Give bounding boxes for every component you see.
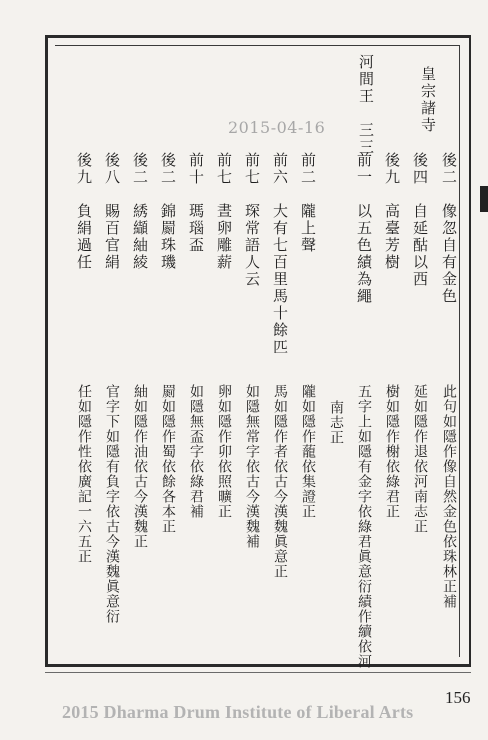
note-column: 罽如隱作蜀依餘各本正	[160, 384, 176, 534]
entry-column: 前七 琛常語人云	[243, 152, 261, 288]
entry-column: 前七 晝卵雕薪	[215, 152, 233, 271]
note-column: 延如隱作退依河南志正	[412, 384, 428, 534]
entry-column: 皇宗諸寺	[419, 66, 437, 134]
edge-marker	[480, 186, 488, 212]
note-column: 官字下如隱有負字依古今漢魏眞意衍	[104, 384, 120, 624]
note-column: 此句如隱作像自然金色依珠林正補	[441, 384, 457, 609]
note-column: 紬如隱作油依古今漢魏正	[132, 384, 148, 549]
note-column: 任如隱作性依廣記一六五正	[76, 384, 92, 564]
entry-column: 前六 大有七百里馬十餘匹	[271, 152, 289, 356]
note-column: 卵如隱作卯依照曠正	[216, 384, 232, 519]
entry-column: 後九 高臺芳樹	[383, 152, 401, 271]
entry-column: 前二 隴上聲	[299, 152, 317, 254]
entry-column: 後八 賜百官絹	[103, 152, 121, 271]
date-stamp: 2015-04-16	[228, 118, 326, 137]
entry-column: 後二 錦罽珠璣	[159, 152, 177, 271]
entry-column: 後四 自延酤以西	[411, 152, 429, 288]
entry-column: 後九 負絹過任	[75, 152, 93, 271]
institution-watermark: 2015 Dharma Drum Institute of Liberal Arts	[62, 702, 414, 722]
entry-column: 後二 綉纈紬綾	[131, 152, 149, 271]
note-column: 樹如隱作榭依綠君正	[384, 384, 400, 519]
entry-column: 後二 像忽自有金色	[440, 152, 458, 305]
note-column: 如隱無常字依古今漢魏補	[244, 384, 260, 549]
note-column: 南志正	[328, 400, 344, 445]
entry-column: 前十 瑪瑙盃	[187, 152, 205, 254]
note-column: 馬如隱作者依古今漢魏眞意正	[272, 384, 288, 579]
note-column: 如隱無盃字依綠君補	[188, 384, 204, 519]
entry-column: 前一 以五色績為繩	[355, 152, 373, 305]
entry-column: 河間王 三三	[357, 54, 375, 156]
note-column: 隴如隱作蘢依集證正	[300, 384, 316, 519]
page-number: 156	[445, 688, 471, 707]
note-column: 五字上如隱有金字依綠君眞意衍績作續依河	[356, 384, 372, 669]
footer-rule	[45, 672, 471, 673]
